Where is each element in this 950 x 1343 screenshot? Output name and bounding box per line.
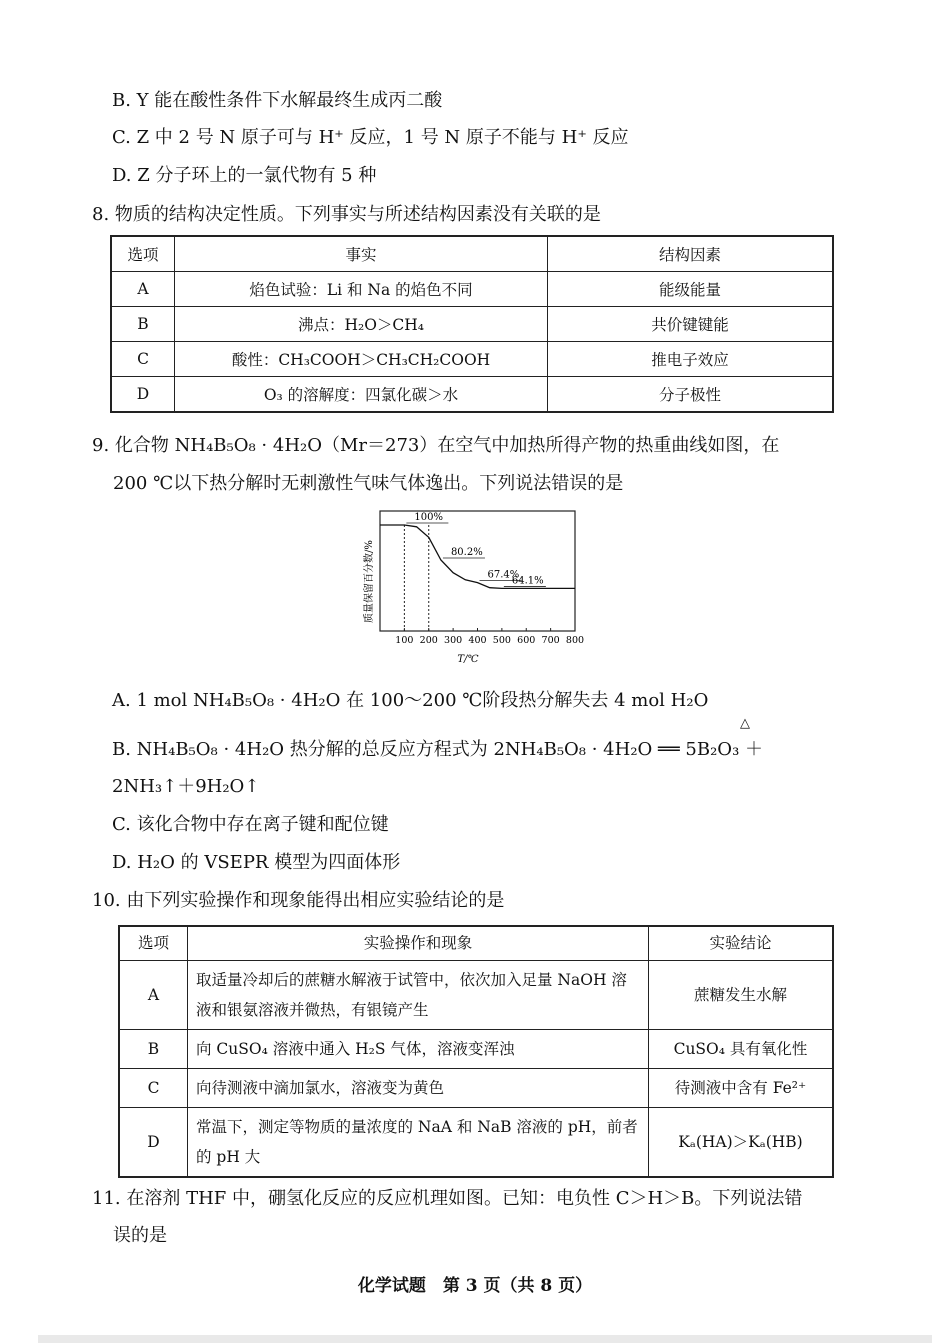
table-cell: 焰色试验：Li 和 Na 的焰色不同 <box>175 272 548 307</box>
x-tick-label: 200 <box>419 635 438 646</box>
table-cell: 常温下，测定等物质的量浓度的 NaA 和 NaB 溶液的 pH，前者的 pH 大 <box>188 1107 649 1177</box>
table-header: 选项 <box>111 236 175 272</box>
q11-stem-line1: 11. 在溶剂 THF 中，硼氢化反应的反应机理如图。已知：电负性 C＞H＞B。下列说法错 <box>92 1188 803 1209</box>
q9-option-a: A. 1 mol NH₄B₅O₈ · 4H₂O 在 100～200 ℃阶段热分解失去 4 mol H₂O <box>112 690 709 711</box>
table-cell: 向待测液中滴加氯水，溶液变为黄色 <box>188 1068 649 1107</box>
q9-heat-symbol: △ <box>740 716 750 731</box>
table-cell: D <box>119 1107 188 1177</box>
table-header: 事实 <box>175 236 548 272</box>
table-cell: 待测液中含有 Fe²⁺ <box>649 1068 834 1107</box>
q9-stem-line1: 9. 化合物 NH₄B₅O₈ · 4H₂O（Mr＝273）在空气中加热所得产物的热重曲线如图，在 <box>92 435 780 456</box>
table-cell: O₃ 的溶解度：四氯化碳＞水 <box>175 377 548 413</box>
table-cell: A <box>119 960 188 1029</box>
table-row <box>119 1068 833 1107</box>
table-row <box>119 1029 833 1068</box>
q9-option-d: D. H₂O 的 VSEPR 模型为四面体形 <box>112 852 401 873</box>
table-row <box>111 307 833 342</box>
q8-stem: 8. 物质的结构决定性质。下列事实与所述结构因素没有关联的是 <box>92 204 601 225</box>
table-row <box>111 342 833 377</box>
table-cell: 能级能量 <box>548 272 834 307</box>
annotation-label: 67.4% <box>487 569 520 581</box>
table-row <box>119 1107 833 1177</box>
annotation-label: 80.2% <box>450 546 483 558</box>
y-axis-label: 质量保留百分数/% <box>364 540 375 623</box>
bottom-bar <box>38 1335 932 1343</box>
table-cell: CuSO₄ 具有氧化性 <box>649 1029 834 1068</box>
x-tick-label: 400 <box>468 635 487 646</box>
table-cell: 分子极性 <box>548 377 834 413</box>
plot-frame <box>380 511 575 631</box>
table-cell: 取适量冷却后的蔗糖水解液于试管中，依次加入足量 NaOH 溶液和银氨溶液并微热，有银镜产生 <box>188 960 649 1029</box>
x-axis-label: T/℃ <box>457 654 479 665</box>
x-tick-label: 800 <box>565 635 585 646</box>
table-header-row <box>119 926 833 960</box>
table-row <box>111 377 833 413</box>
x-tick-label: 700 <box>541 635 560 646</box>
table-cell: 酸性：CH₃COOH＞CH₃CH₂COOH <box>175 342 548 377</box>
table-header: 选项 <box>119 926 188 960</box>
table-cell: 蔗糖发生水解 <box>649 960 834 1029</box>
x-tick-label: 100 <box>395 635 414 646</box>
q9-stem-line2: 200 ℃以下热分解时无刺激性气味气体逸出。下列说法错误的是 <box>113 473 624 494</box>
table-cell: Kₐ(HA)＞Kₐ(HB) <box>649 1107 834 1177</box>
table-cell: A <box>111 272 175 307</box>
x-tick-label: 500 <box>492 635 511 646</box>
table-cell: B <box>119 1029 188 1068</box>
x-tick-label: 300 <box>444 635 463 646</box>
table-header: 实验结论 <box>649 926 834 960</box>
q7-option-c: C. Z 中 2 号 N 原子可与 H⁺ 反应，1 号 N 原子不能与 H⁺ 反应 <box>112 127 629 148</box>
q9-option-b-line1: B. NH₄B₅O₈ · 4H₂O 热分解的总反应方程式为 2NH₄B₅O₈ · 4H₂O ══ 5B₂O₃ ＋ <box>112 739 764 760</box>
table-row <box>111 272 833 307</box>
x-tick-label: 600 <box>517 635 536 646</box>
annotation-label: 100% <box>414 512 443 523</box>
table-cell: 共价键键能 <box>548 307 834 342</box>
q10-table <box>118 925 834 1178</box>
table-cell: C <box>111 342 175 377</box>
table-cell: D <box>111 377 175 413</box>
page-footer: 化学试题 第 3 页（共 8 页） <box>357 1276 593 1296</box>
table-cell: 沸点：H₂O＞CH₄ <box>175 307 548 342</box>
table-cell: 向 CuSO₄ 溶液中通入 H₂S 气体，溶液变浑浊 <box>188 1029 649 1068</box>
q7-option-b: B. Y 能在酸性条件下水解最终生成丙二酸 <box>112 90 443 111</box>
annotation-label: 64.1% <box>511 575 544 587</box>
table-cell: B <box>111 307 175 342</box>
table-cell: C <box>119 1068 188 1107</box>
table-header: 结构因素 <box>548 236 834 272</box>
q9-option-b-line2: 2NH₃↑＋9H₂O↑ <box>112 776 260 797</box>
q8-table <box>110 235 834 413</box>
table-header-row <box>111 236 833 272</box>
thermogravimetric-chart <box>360 505 590 665</box>
q7-option-d: D. Z 分子环上的一氯代物有 5 种 <box>112 165 377 186</box>
q10-stem: 10. 由下列实验操作和现象能得出相应实验结论的是 <box>92 890 505 911</box>
q9-option-c: C. 该化合物中存在离子键和配位键 <box>112 814 389 835</box>
table-cell: 推电子效应 <box>548 342 834 377</box>
q11-stem-line2: 误的是 <box>113 1225 167 1246</box>
table-header: 实验操作和现象 <box>188 926 649 960</box>
table-row <box>119 960 833 1029</box>
